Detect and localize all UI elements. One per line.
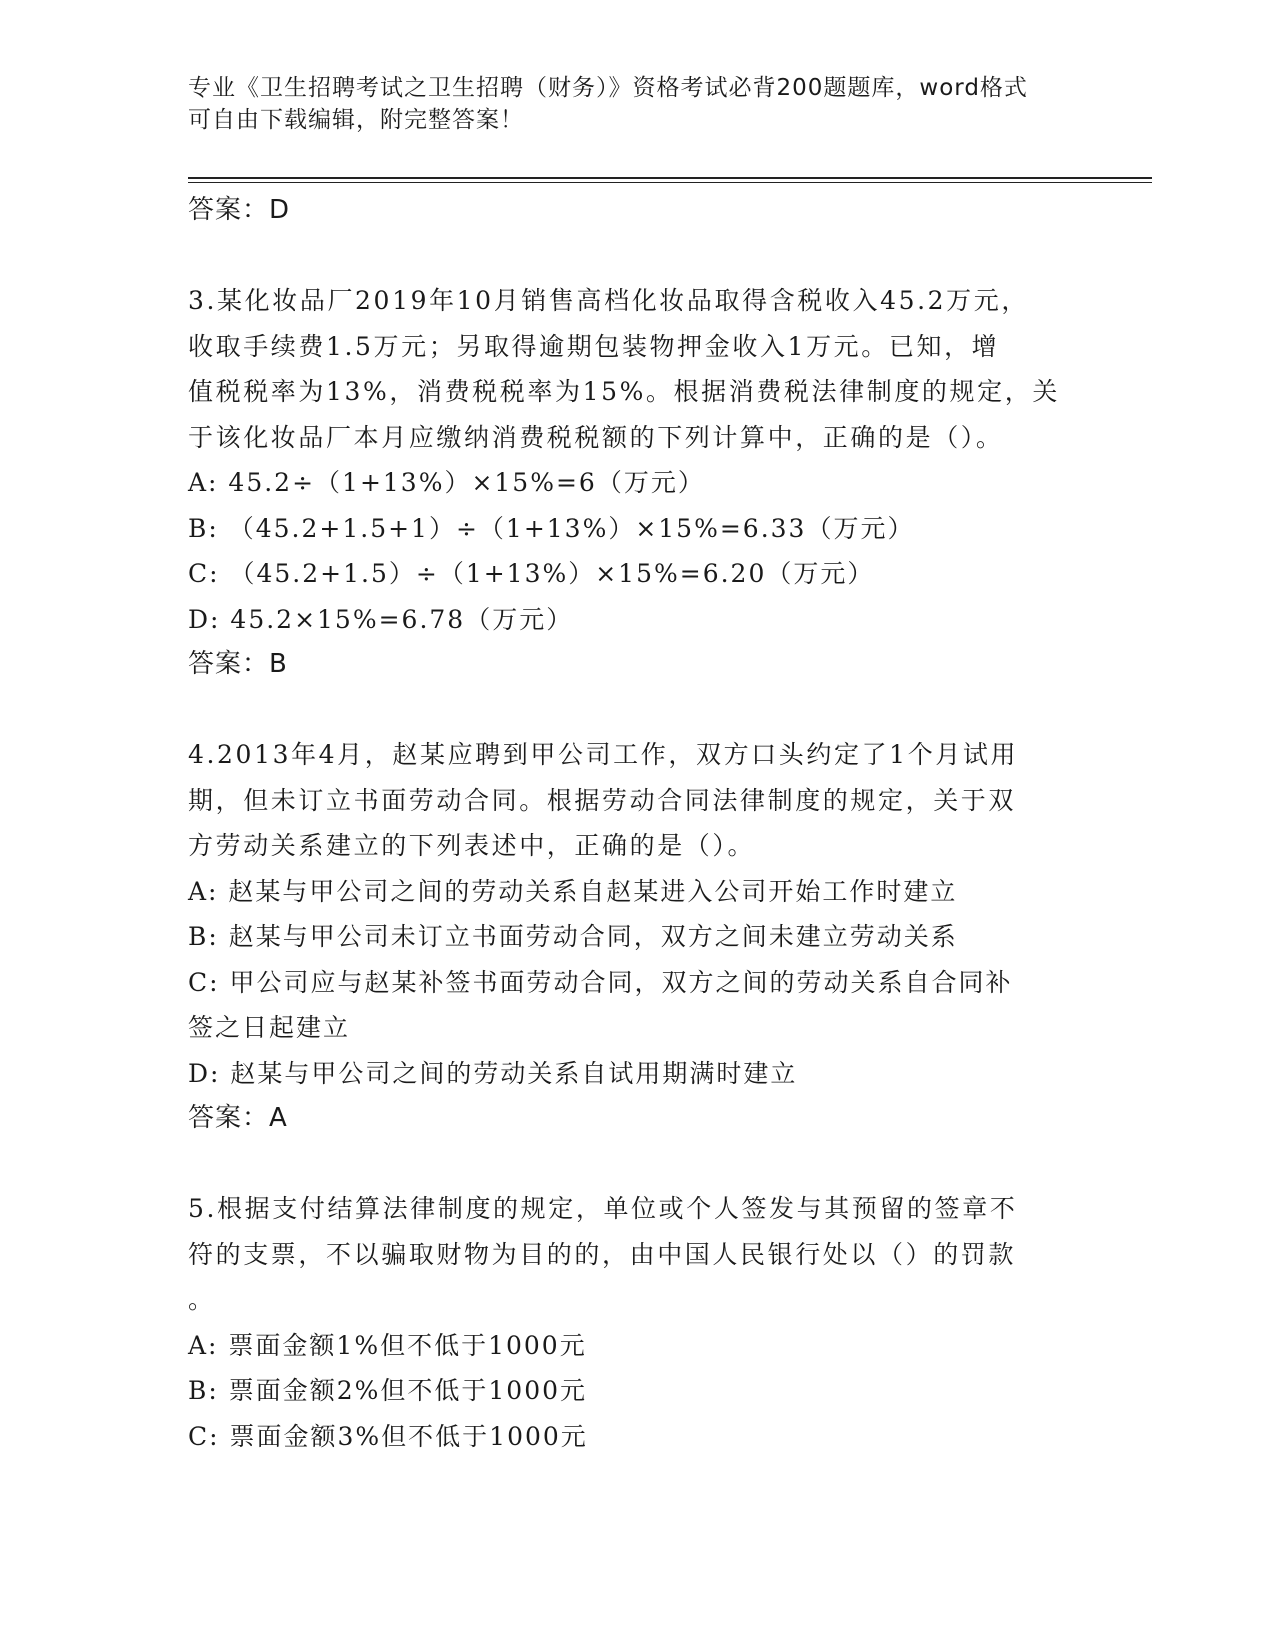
stem-line: 4.2013年4月，赵某应聘到甲公司工作，双方口头约定了1个月试用 xyxy=(188,740,1019,769)
stem-line: 收取手续费1.5万元；另取得逾期包装物押金收入1万元。已知，增 xyxy=(188,331,1000,361)
stem-line: 于该化妆品厂本月应缴纳消费税税额的下列计算中，正确的是（）。 xyxy=(188,422,1004,452)
option-b: B: 票面金额2%但不低于1000元 xyxy=(188,1376,588,1405)
spacer xyxy=(188,1141,1068,1186)
header-rule-thick xyxy=(188,177,1152,179)
header-rule-thin xyxy=(188,182,1152,183)
question-stem xyxy=(188,732,1068,869)
option-c: C: 甲公司应与赵某补签书面劳动合同，双方之间的劳动关系自合同补 xyxy=(188,967,1013,997)
option-d: D: 赵某与甲公司之间的劳动关系自试用期满时建立 xyxy=(188,1058,798,1088)
stem-line: 符的支票，不以骗取财物为目的的，由中国人民银行处以（）的罚款 xyxy=(188,1239,1017,1269)
option-b: B: 赵某与甲公司未订立书面劳动合同，双方之间未建立劳动关系 xyxy=(188,922,958,951)
answer-prev: 答案：D xyxy=(188,195,291,225)
stem-line: 方劳动关系建立的下列表述中，正确的是（）。 xyxy=(188,831,756,860)
stem-line: 3.某化妆品厂2019年10月销售高档化妆品取得含税收入45.2万元， xyxy=(188,286,1029,315)
document-header xyxy=(188,72,1068,136)
option-b: B: （45.2+1.5+1）÷（1+13%）×15%=6.33（万元） xyxy=(188,513,915,543)
header-line-2: 可自由下载编辑，附完整答案！ xyxy=(188,107,524,133)
spacer xyxy=(188,687,1068,732)
question-stem xyxy=(188,1186,1068,1323)
question-4 xyxy=(188,732,1068,1141)
question-stem xyxy=(188,278,1068,460)
option-a: A: 赵某与甲公司之间的劳动关系自赵某进入公司开始工作时建立 xyxy=(188,876,958,906)
document-body xyxy=(188,188,1068,1459)
stem-line: 值税税率为13%，消费税税率为15%。根据消费税法律制度的规定，关 xyxy=(188,377,1060,406)
option-c-continued: 签之日起建立 xyxy=(188,1013,351,1042)
option-d: D: 45.2×15%=6.78（万元） xyxy=(188,604,574,634)
question-5 xyxy=(188,1186,1068,1459)
question-3 xyxy=(188,278,1068,687)
stem-line: 期，但未订立书面劳动合同。根据劳动合同法律制度的规定，关于双 xyxy=(188,785,1017,815)
option-c: C: 票面金额3%但不低于1000元 xyxy=(188,1421,588,1451)
answer-3: 答案：B xyxy=(188,649,288,679)
answer-4: 答案：A xyxy=(188,1103,288,1133)
spacer xyxy=(188,233,1068,278)
option-c: C: （45.2+1.5）÷（1+13%）×15%=6.20（万元） xyxy=(188,559,875,588)
stem-line: 5.根据支付结算法律制度的规定，单位或个人签发与其预留的签章不 xyxy=(188,1194,1018,1223)
option-a: A: 票面金额1%但不低于1000元 xyxy=(188,1330,587,1360)
stem-line: 。 xyxy=(188,1285,216,1314)
option-a: A: 45.2÷（1+13%）×15%=6（万元） xyxy=(188,468,705,497)
header-line-1: 专业《卫生招聘考试之卫生招聘（财务）》资格考试必背200题题库，word格式 xyxy=(188,75,1028,101)
